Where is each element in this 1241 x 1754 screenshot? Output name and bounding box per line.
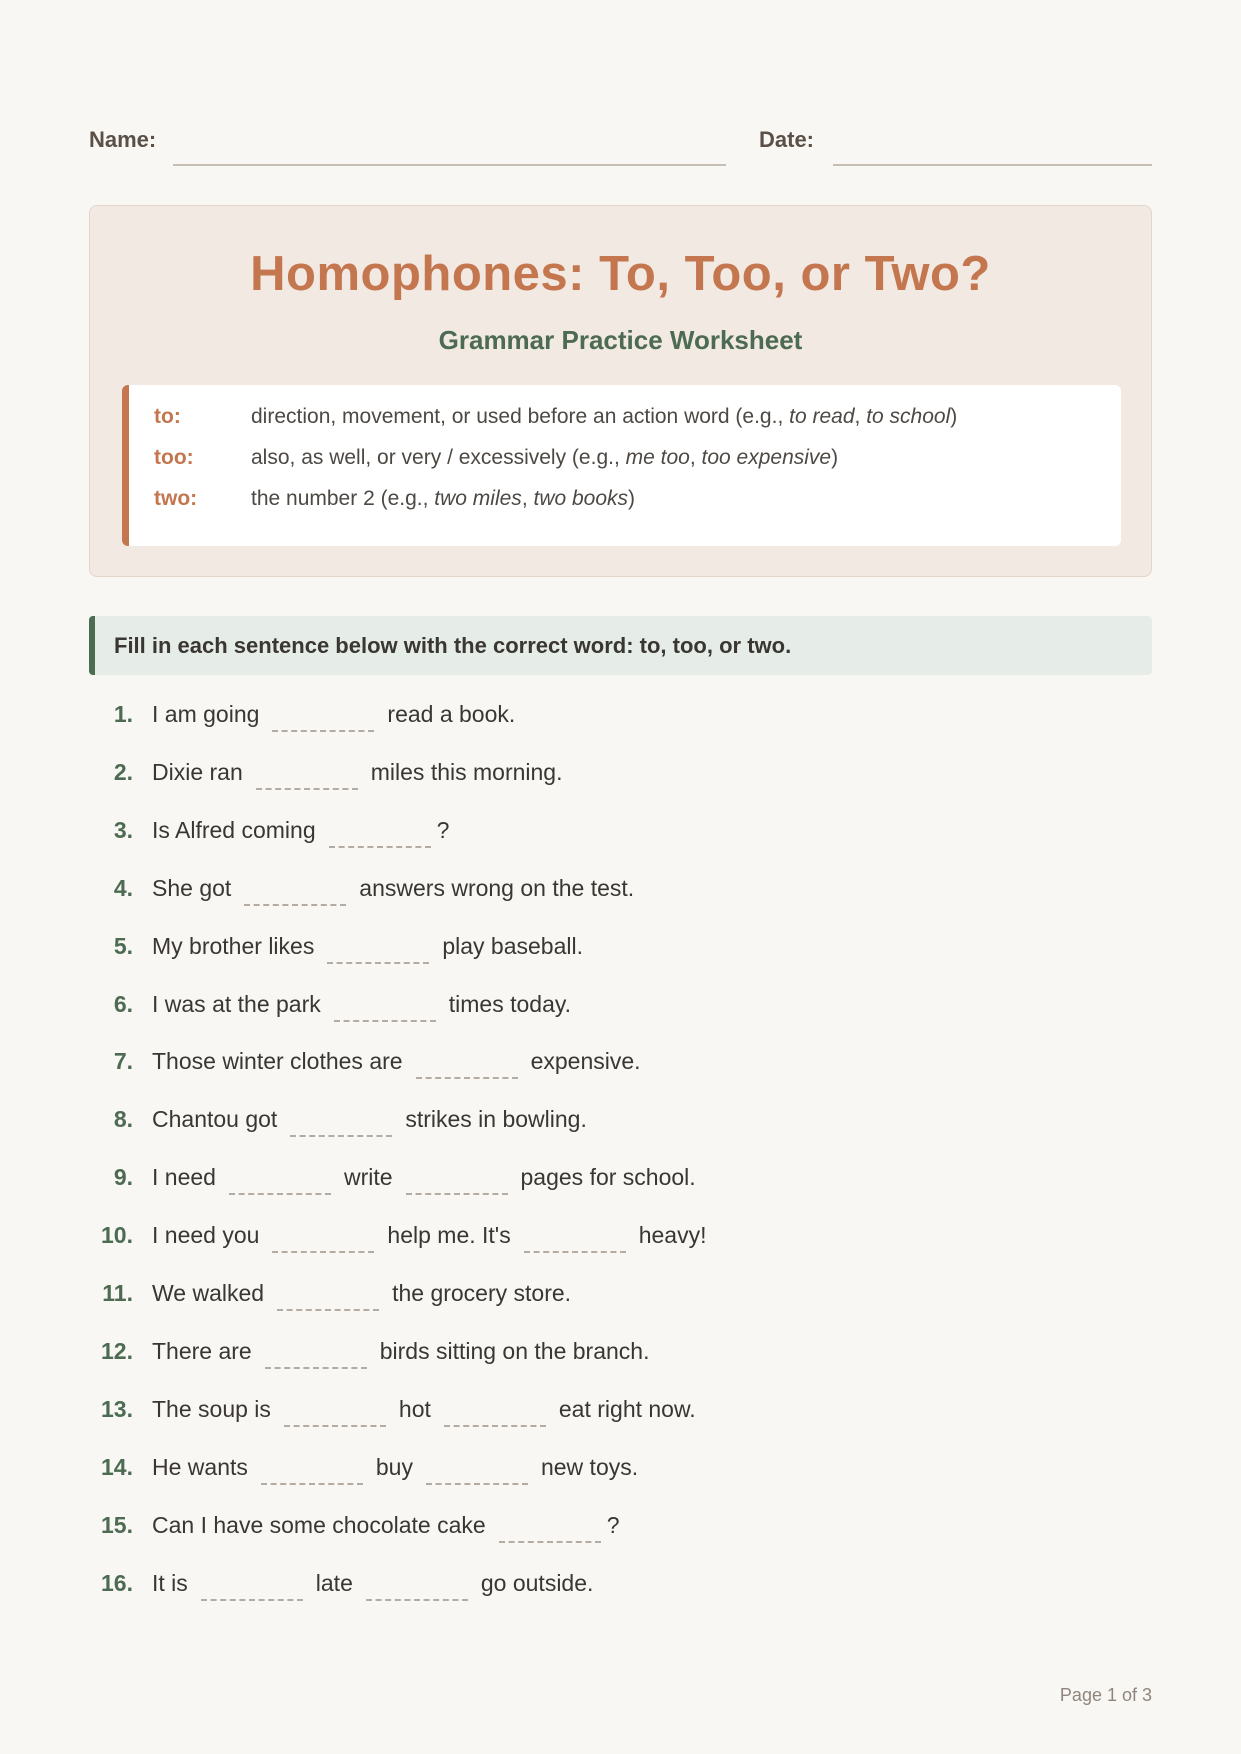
question-item xyxy=(89,1164,1152,1198)
question-segment: It is xyxy=(152,1569,188,1596)
question-text xyxy=(152,817,449,848)
definition-text: the number 2 (e.g., two miles, two books) xyxy=(251,487,636,510)
question-text xyxy=(152,991,571,1022)
question-segment: There are xyxy=(152,1337,252,1364)
question-number: 10. xyxy=(101,1222,133,1249)
instruction-text: Fill in each sentence below with the correct word: to, too, or two. xyxy=(114,633,792,658)
answer-blank[interactable] xyxy=(327,938,429,964)
question-segment: heavy! xyxy=(638,1222,707,1249)
answer-blank[interactable] xyxy=(272,706,374,732)
question-item xyxy=(89,1106,1152,1140)
answer-blank[interactable] xyxy=(256,764,358,790)
answer-blank[interactable] xyxy=(272,1227,374,1253)
question-number: 12. xyxy=(101,1337,133,1364)
question-number: 3. xyxy=(113,816,133,843)
question-segment: late xyxy=(315,1569,353,1596)
instruction-banner xyxy=(89,616,1152,675)
question-segment: I was at the park xyxy=(152,990,321,1017)
answer-blank[interactable] xyxy=(499,1517,601,1543)
answer-blank[interactable] xyxy=(265,1343,367,1369)
question-segment: write xyxy=(343,1164,393,1191)
question-number: 6. xyxy=(113,990,133,1017)
answer-blank[interactable] xyxy=(444,1401,546,1427)
question-item xyxy=(89,701,1152,735)
question-number: 11. xyxy=(102,1280,133,1306)
answer-blank[interactable] xyxy=(290,1111,392,1137)
question-segment: I am going xyxy=(152,701,260,727)
answer-blank[interactable] xyxy=(366,1575,468,1601)
question-text xyxy=(152,1222,706,1253)
question-text xyxy=(152,701,515,732)
date-label: Date: xyxy=(759,127,815,152)
answer-blank[interactable] xyxy=(334,996,436,1022)
question-number: 16. xyxy=(101,1569,133,1596)
answer-blank[interactable] xyxy=(284,1401,386,1427)
question-text xyxy=(152,1280,571,1311)
question-segment: the grocery store. xyxy=(392,1280,572,1306)
question-segment: We walked xyxy=(152,1280,265,1306)
question-segment: Is Alfred coming xyxy=(152,816,316,843)
definition-text: direction, movement, or used before an action word (e.g., to read, to school) xyxy=(251,405,958,428)
question-segment: hot xyxy=(398,1395,431,1422)
question-number: 4. xyxy=(113,874,133,901)
question-segment: I need xyxy=(152,1164,216,1191)
question-text xyxy=(152,759,563,790)
definition-term: too: xyxy=(154,446,194,469)
question-text xyxy=(152,1512,620,1543)
question-segment: read a book. xyxy=(387,701,516,727)
question-segment: pages for school. xyxy=(520,1164,696,1191)
question-item xyxy=(89,759,1152,793)
question-text xyxy=(152,933,583,964)
date-line xyxy=(833,164,1152,166)
definition-row xyxy=(129,446,1121,476)
question-segment: new toys. xyxy=(540,1453,639,1480)
question-segment: I need you xyxy=(152,1222,260,1249)
question-segment: Those winter clothes are xyxy=(152,1048,403,1075)
question-item xyxy=(89,933,1152,967)
answer-blank[interactable] xyxy=(229,1169,331,1195)
question-item xyxy=(89,1048,1152,1082)
page-subtitle: Grammar Practice Worksheet xyxy=(438,325,803,355)
question-text xyxy=(152,1048,641,1079)
answer-blank[interactable] xyxy=(329,822,431,848)
answer-blank[interactable] xyxy=(406,1169,508,1195)
page-title: Homophones: To, Too, or Two? xyxy=(250,247,991,301)
question-item xyxy=(89,1396,1152,1430)
question-item xyxy=(89,1280,1152,1314)
question-text xyxy=(152,875,634,906)
question-segment: Chantou got xyxy=(152,1106,278,1133)
name-line xyxy=(173,164,726,166)
question-segment: buy xyxy=(375,1453,413,1480)
question-segment: play baseball. xyxy=(442,932,583,959)
answer-blank[interactable] xyxy=(244,880,346,906)
question-segment: ? xyxy=(436,816,450,843)
question-text xyxy=(152,1396,696,1427)
question-segment: go outside. xyxy=(480,1569,594,1596)
question-number: 8. xyxy=(113,1106,133,1133)
answer-blank[interactable] xyxy=(261,1459,363,1485)
question-segment: strikes in bowling. xyxy=(405,1106,587,1133)
answer-blank[interactable] xyxy=(524,1227,626,1253)
question-number: 2. xyxy=(113,758,133,785)
question-item xyxy=(89,1454,1152,1488)
question-text xyxy=(152,1164,696,1195)
definition-row xyxy=(129,487,1121,517)
definition-term: two: xyxy=(154,487,198,510)
definitions-box xyxy=(122,385,1121,546)
question-number: 15. xyxy=(101,1511,133,1538)
question-text xyxy=(152,1106,587,1137)
question-item xyxy=(89,1222,1152,1256)
question-segment: Can I have some chocolate cake xyxy=(152,1511,486,1538)
question-segment: eat right now. xyxy=(558,1395,696,1422)
answer-blank[interactable] xyxy=(277,1285,379,1311)
question-number: 5. xyxy=(113,932,133,959)
header-card xyxy=(89,205,1152,577)
question-item xyxy=(89,991,1152,1025)
definition-row xyxy=(129,405,1121,435)
answer-blank[interactable] xyxy=(426,1459,528,1485)
question-number: 7. xyxy=(113,1048,133,1075)
definition-text: also, as well, or very / excessively (e.g., me too, too expensive) xyxy=(251,446,839,469)
question-text xyxy=(152,1454,638,1485)
definition-term: to: xyxy=(154,405,181,428)
question-number: 1. xyxy=(113,701,133,727)
question-text xyxy=(152,1570,593,1601)
question-item xyxy=(89,1570,1152,1604)
answer-blank[interactable] xyxy=(416,1053,518,1079)
question-text xyxy=(152,1338,650,1369)
question-segment: miles this morning. xyxy=(370,758,563,785)
answer-blank[interactable] xyxy=(201,1575,303,1601)
question-number: 14. xyxy=(101,1453,133,1480)
question-segment: times today. xyxy=(448,990,572,1017)
question-item xyxy=(89,817,1152,851)
question-segment: She got xyxy=(152,874,232,901)
question-segment: Dixie ran xyxy=(152,758,243,785)
worksheet-page xyxy=(89,0,1152,1754)
question-segment: The soup is xyxy=(152,1395,271,1422)
question-item xyxy=(89,1512,1152,1546)
question-number: 13. xyxy=(101,1395,133,1422)
question-segment: My brother likes xyxy=(152,932,315,959)
question-segment: ? xyxy=(606,1511,620,1538)
question-segment: expensive. xyxy=(530,1048,641,1075)
question-segment: He wants xyxy=(152,1453,248,1480)
question-item xyxy=(89,875,1152,909)
question-segment: help me. It's xyxy=(387,1222,511,1249)
name-date-row xyxy=(89,127,1152,167)
name-label: Name: xyxy=(89,127,157,152)
question-segment: birds sitting on the branch. xyxy=(379,1337,650,1364)
page-number: Page 1 of 3 xyxy=(1059,1685,1152,1705)
question-item xyxy=(89,1338,1152,1372)
question-number: 9. xyxy=(113,1164,133,1191)
question-segment: answers wrong on the test. xyxy=(359,874,635,901)
